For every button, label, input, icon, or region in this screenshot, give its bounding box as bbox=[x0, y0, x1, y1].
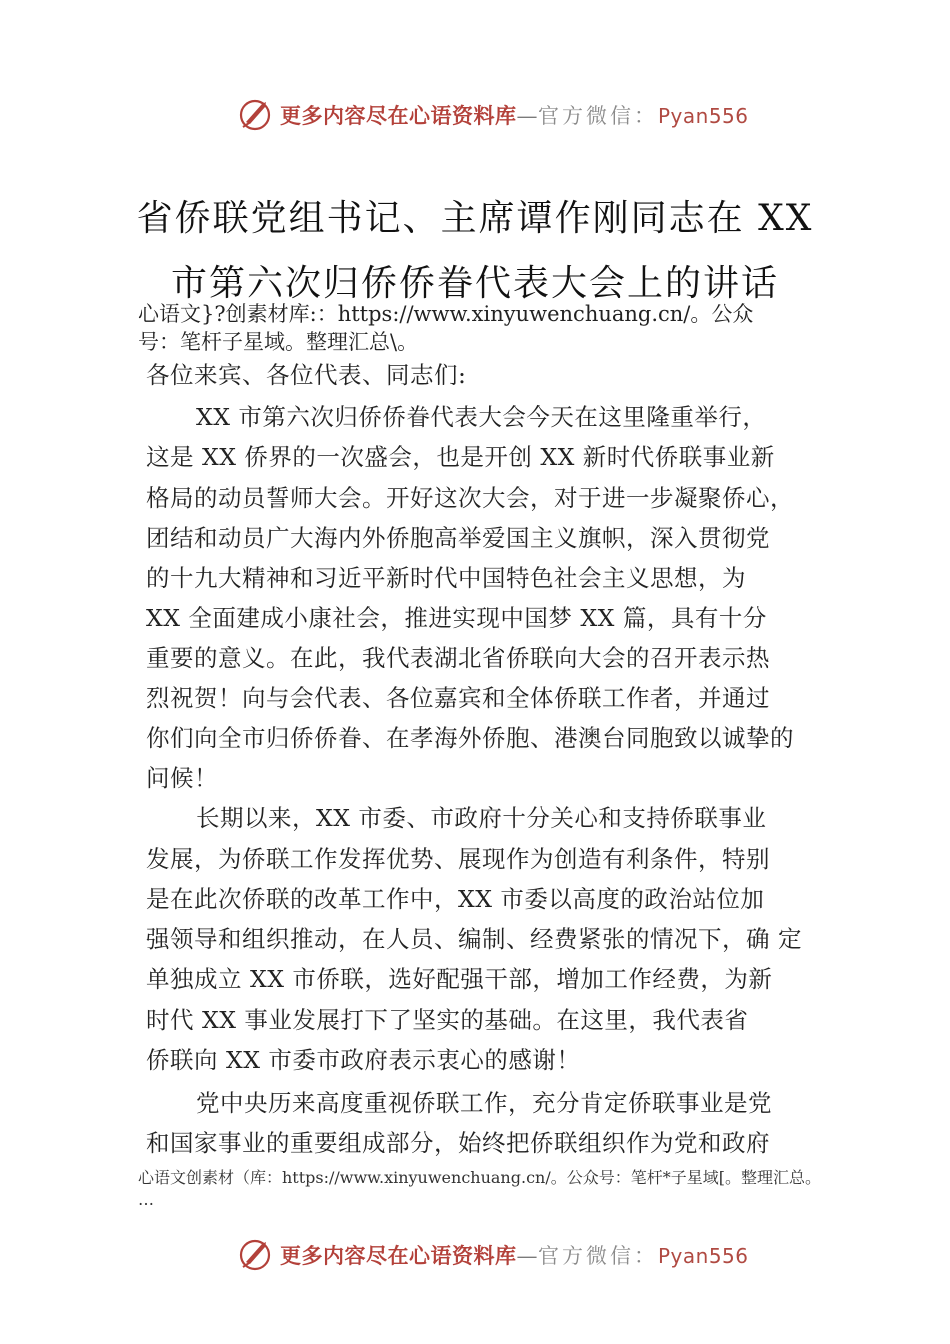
body-line: 侨联向 XX 市委市政府表示衷心的感谢！ bbox=[146, 1046, 581, 1074]
quill-logo-icon bbox=[238, 1236, 274, 1272]
title-line-2: 市第六次归侨侨眷代表大会上的讲话 bbox=[170, 263, 779, 304]
banner-wechat-label: 官方微信： bbox=[538, 1244, 658, 1268]
banner-text bbox=[280, 1240, 749, 1270]
body-line: 问候！ bbox=[146, 764, 218, 792]
source-line-1: 心语文}?创素材库:：https://www.xinyuwenchuang.cn/。公众 bbox=[138, 302, 754, 326]
banner-dash: — bbox=[516, 1244, 538, 1268]
banner-text bbox=[280, 100, 749, 130]
banner-wechat-id: Pyan556 bbox=[658, 104, 749, 128]
quill-logo-icon bbox=[238, 96, 274, 132]
body-line: 强领导和组织推动，在人员、编制、经费紧张的情况下，确 定 bbox=[146, 925, 802, 953]
body-line: 烈祝贺！向与会代表、各位嘉宾和全体侨联工作者，并通过 bbox=[146, 684, 770, 712]
bottom-banner bbox=[0, 1236, 950, 1276]
body-line: 的十九大精神和习近平新时代中国特色社会主义思想，为 bbox=[146, 564, 746, 592]
body-line: 时代 XX 事业发展打下了坚实的基础。在这里，我代表省 bbox=[146, 1006, 749, 1034]
body-line: 是在此次侨联的改革工作中，XX 市委以高度的政治站位加 bbox=[146, 885, 765, 913]
body-line: 你们向全市归侨侨眷、在孝海外侨胞、港澳台同胞致以诚挚的 bbox=[146, 724, 794, 752]
salutation: 各位来宾、各位代表、同志们: bbox=[146, 361, 467, 389]
banner-dash: — bbox=[516, 104, 538, 128]
footer-line-2: … bbox=[138, 1190, 154, 1209]
body-line: XX 全面建成小康社会，推进实现中国梦 XX 篇，具有十分 bbox=[146, 604, 767, 632]
banner-wechat-label: 官方微信： bbox=[538, 104, 658, 128]
title-line-1: 省侨联党组书记、主席谭作刚同志在 XX bbox=[136, 198, 814, 239]
banner-red-text: 更多内容尽在心语资料库 bbox=[280, 1243, 517, 1268]
body-line: 长期以来，XX 市委、市政府十分关心和支持侨联事业 bbox=[196, 804, 767, 832]
body-line: 发展，为侨联工作发挥优势、展现作为创造有利条件，特别 bbox=[146, 845, 770, 873]
body-line: 党中央历来高度重视侨联工作，充分肯定侨联事业是党 bbox=[196, 1089, 772, 1117]
body-line: 单独成立 XX 市侨联，选好配强干部，增加工作经费，为新 bbox=[146, 965, 773, 993]
body-line: 格局的动员誓师大会。开好这次大会，对于进一步凝聚侨心， bbox=[146, 484, 794, 512]
body-line: 和国家事业的重要组成部分，始终把侨联组织作为党和政府 bbox=[146, 1129, 770, 1157]
banner-red-text: 更多内容尽在心语资料库 bbox=[280, 103, 517, 128]
body-line: XX 市第六次归侨侨眷代表大会今天在这里隆重举行， bbox=[196, 403, 767, 431]
body-line: 团结和动员广大海内外侨胞高举爱国主义旗帜，深入贯彻党 bbox=[146, 524, 770, 552]
source-line-2: 号：笔杆子星域。整理汇总\。 bbox=[138, 330, 419, 354]
top-banner bbox=[0, 96, 950, 136]
body-line: 重要的意义。在此，我代表湖北省侨联向大会的召开表示热 bbox=[146, 644, 770, 672]
footer-line-1: 心语文创素材（库：https://www.xinyuwenchuang.cn/。公众号：笔杆*子星域[。整理汇总。 bbox=[138, 1168, 821, 1187]
banner-wechat-id: Pyan556 bbox=[658, 1244, 749, 1268]
body-line: 这是 XX 侨界的一次盛会，也是开创 XX 新时代侨联事业新 bbox=[146, 443, 775, 471]
